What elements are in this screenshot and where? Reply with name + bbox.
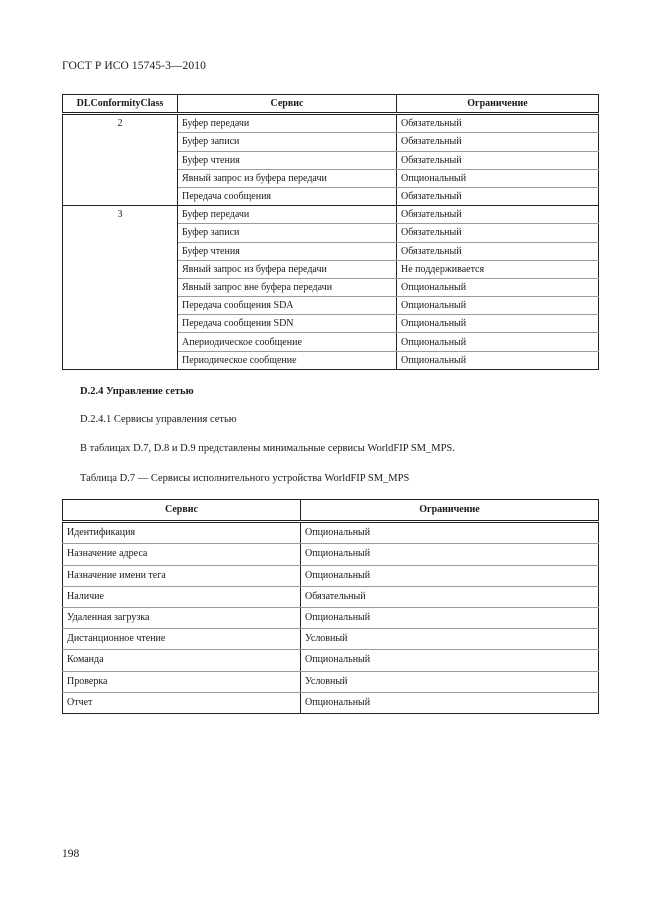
table-row [63,586,599,607]
subsection-heading: D.2.4.1 Сервисы управления сетью [80,414,237,425]
service-cell: Буфер чтения [178,242,397,260]
service-cell: Удаленная загрузка [63,607,301,628]
table-row [63,629,599,650]
service-cell: Назначение адреса [63,544,301,565]
sm-mps-services-table [62,499,599,714]
section-heading: D.2.4 Управление сетью [80,386,194,397]
table-row [63,692,599,713]
service-cell: Буфер передачи [178,114,397,133]
constraint-cell: Опциональный [397,169,599,187]
constraint-cell: Опциональный [301,565,599,586]
document-header: ГОСТ Р ИСО 15745-3—2010 [62,60,206,72]
constraint-cell: Опциональный [301,522,599,544]
table-row [63,114,599,133]
service-cell: Назначение имени тега [63,565,301,586]
constraint-cell: Опциональный [397,297,599,315]
service-cell: Идентификация [63,522,301,544]
service-cell: Проверка [63,671,301,692]
table-row [63,607,599,628]
column-header-service: Сервис [63,500,301,522]
service-cell: Наличие [63,586,301,607]
service-cell: Передача сообщения SDN [178,315,397,333]
service-cell: Передача сообщения [178,187,397,205]
service-cell: Буфер передачи [178,206,397,224]
constraint-cell: Опциональный [301,544,599,565]
conformity-class-table [62,94,599,370]
conformity-class-cell: 2 [63,114,178,206]
intro-paragraph: В таблицах D.7, D.8 и D.9 представлены минимальные сервисы WorldFIP SM_MPS. [80,443,455,454]
constraint-cell: Опциональный [397,278,599,296]
table-row [63,522,599,544]
table-caption: Таблица D.7 — Сервисы исполнительного устройства WorldFIP SM_MPS [80,473,410,484]
constraint-cell: Обязательный [397,133,599,151]
table-header-row [63,95,599,114]
service-cell: Команда [63,650,301,671]
constraint-cell: Обязательный [397,151,599,169]
constraint-cell: Опциональный [301,650,599,671]
constraint-cell: Опциональный [397,315,599,333]
constraint-cell: Условный [301,671,599,692]
constraint-cell: Обязательный [397,187,599,205]
constraint-cell: Не поддерживается [397,260,599,278]
table-row [63,671,599,692]
service-cell: Апериодическое сообщение [178,333,397,351]
service-cell: Отчет [63,692,301,713]
constraint-cell: Опциональный [301,692,599,713]
column-header-service: Сервис [178,95,397,114]
service-cell: Буфер чтения [178,151,397,169]
constraint-cell: Обязательный [397,114,599,133]
constraint-cell: Опциональный [397,351,599,369]
service-cell: Явный запрос из буфера передачи [178,169,397,187]
constraint-cell: Условный [301,629,599,650]
constraint-cell: Обязательный [397,242,599,260]
service-cell: Передача сообщения SDA [178,297,397,315]
table-row [63,565,599,586]
constraint-cell: Обязательный [301,586,599,607]
constraint-cell: Опциональный [397,333,599,351]
service-cell: Дистанционное чтение [63,629,301,650]
column-header-class: DLConformityClass [63,95,178,114]
table-row [63,650,599,671]
constraint-cell: Опциональный [301,607,599,628]
table-row [63,206,599,224]
table-header-row [63,500,599,522]
column-header-constraint: Ограничение [397,95,599,114]
constraint-cell: Обязательный [397,224,599,242]
service-cell: Буфер записи [178,133,397,151]
column-header-constraint: Ограничение [301,500,599,522]
service-cell: Буфер записи [178,224,397,242]
service-cell: Явный запрос из буфера передачи [178,260,397,278]
page-number: 198 [62,848,80,860]
constraint-cell: Обязательный [397,206,599,224]
conformity-class-cell: 3 [63,206,178,370]
service-cell: Явный запрос вне буфера передачи [178,278,397,296]
table-row [63,544,599,565]
service-cell: Периодическое сообщение [178,351,397,369]
